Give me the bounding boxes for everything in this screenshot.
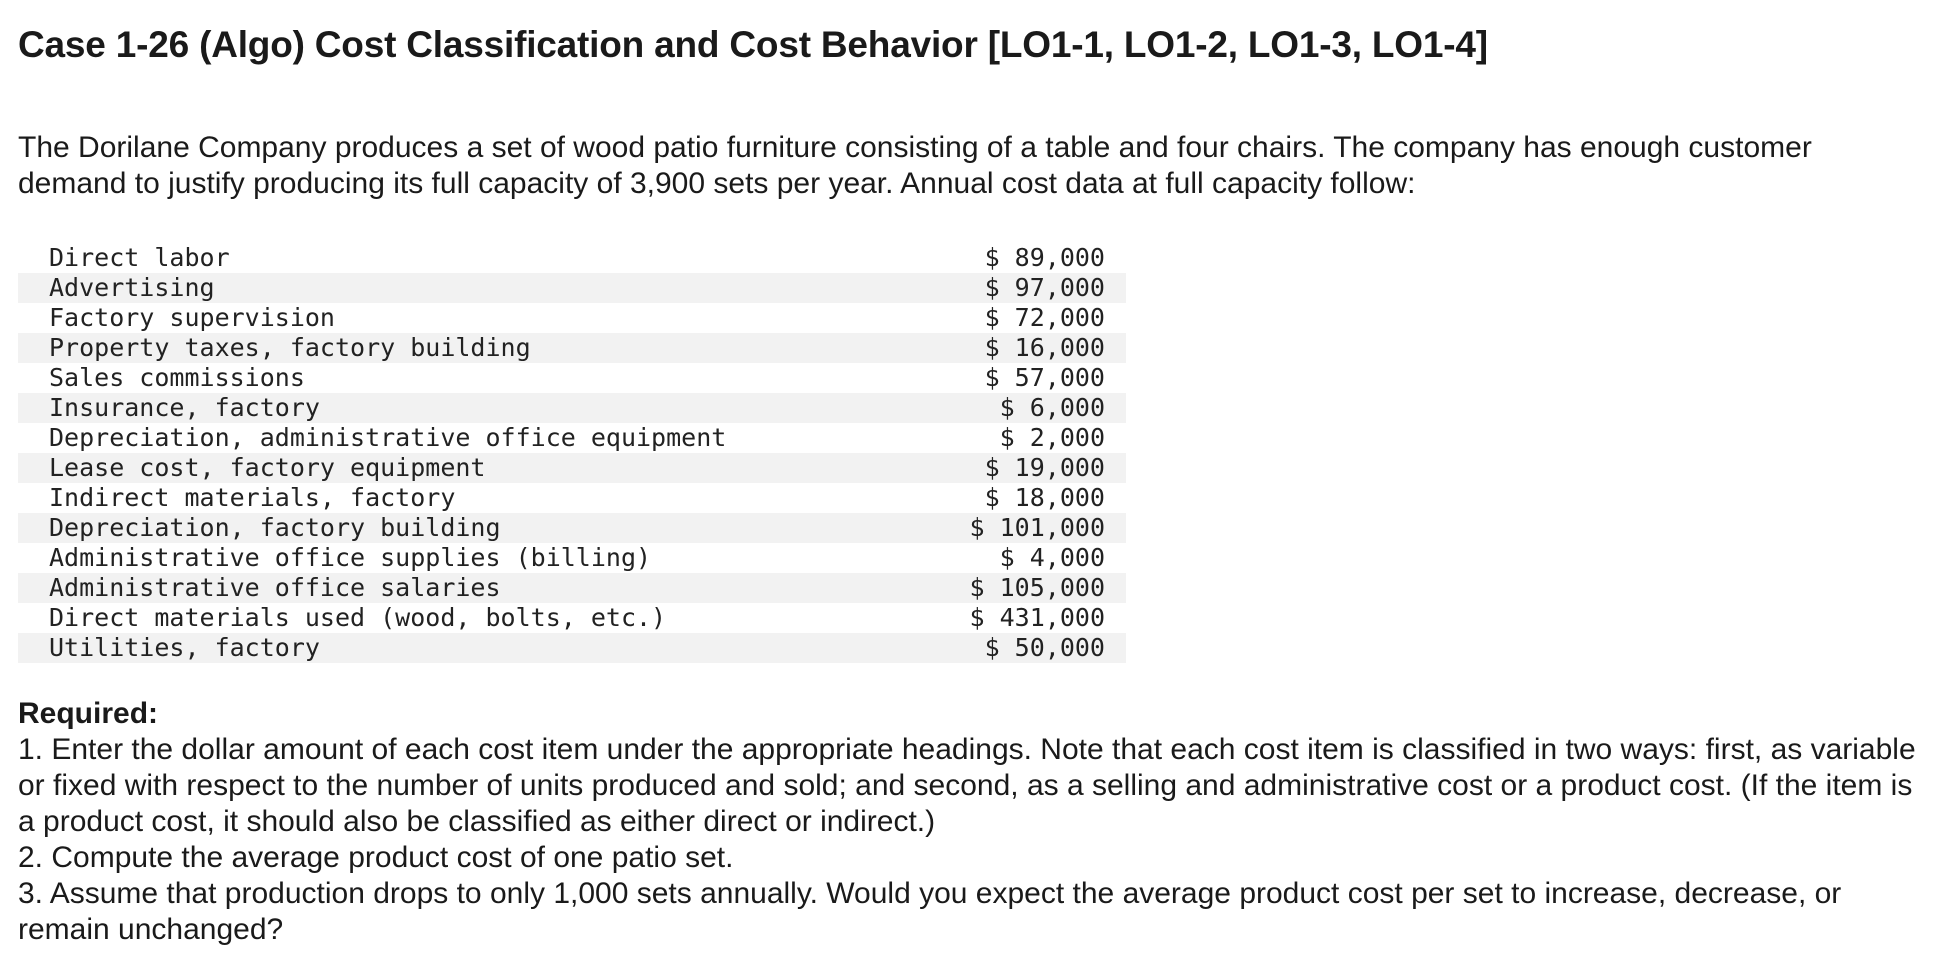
cost-item-label: Utilities, factory — [18, 633, 926, 663]
cost-item-amount: $ 18,000 — [984, 483, 1105, 512]
cost-item-label: Indirect materials, factory — [49, 483, 456, 512]
table-row — [18, 633, 1126, 663]
cost-item-label: Insurance, factory — [18, 393, 926, 423]
cost-data-table — [18, 243, 1126, 663]
cost-item-amount: $ 97,000 — [926, 273, 1126, 303]
cost-item-label: Direct labor — [49, 243, 230, 272]
cost-item-amount: $ 19,000 — [926, 453, 1126, 483]
cost-item-amount: $ 16,000 — [926, 333, 1126, 363]
cost-item-amount: $ 50,000 — [926, 633, 1126, 663]
intro-paragraph: The Dorilane Company produces a set of wood patio furniture consisting of a table and four chairs. The company has enough customer demand to justify producing its full capacity of 3,900 sets per year. Annual cost data at full capacity follow: — [18, 131, 1812, 200]
table-row — [18, 273, 1126, 303]
cost-item-amount: $ 105,000 — [926, 573, 1126, 603]
cost-item-label: Factory supervision — [49, 303, 335, 332]
table-row — [18, 363, 1126, 393]
table-row — [18, 423, 1126, 453]
required-item-1: 1. Enter the dollar amount of each cost item under the appropriate headings. Note that each cost item is classified in two ways: first, as variable or fixed with respect to the number of units produced and sold; and second, as a selling and administrative cost or a product cost. (If the item is a product cost, it should also be classified as either direct or indirect.) — [18, 733, 1916, 838]
required-item-2: 2. Compute the average product cost of one patio set. — [18, 841, 734, 874]
table-row — [18, 243, 1126, 273]
cost-item-label: Property taxes, factory building — [18, 333, 926, 363]
cost-item-amount: $ 57,000 — [984, 363, 1105, 392]
cost-item-label: Lease cost, factory equipment — [18, 453, 926, 483]
table-row — [18, 453, 1126, 483]
cost-item-label: Administrative office salaries — [18, 573, 926, 603]
table-row — [18, 333, 1126, 363]
required-item-3: 3. Assume that production drops to only 1,000 sets annually. Would you expect the average product cost per set to increase, decrease, or remain unchanged? — [18, 877, 1842, 946]
page-title: Case 1-26 (Algo) Cost Classification and Cost Behavior [LO1-1, LO1-2, LO1-3, LO1-4] — [18, 24, 1488, 65]
cost-item-label: Direct materials used (wood, bolts, etc.) — [49, 603, 667, 632]
cost-item-amount: $ 72,000 — [984, 303, 1105, 332]
cost-item-label: Advertising — [18, 273, 926, 303]
required-section — [18, 696, 1918, 948]
cost-item-amount: $ 6,000 — [926, 393, 1126, 423]
required-heading: Required: — [18, 697, 159, 730]
table-row — [18, 483, 1126, 513]
table-row — [18, 393, 1126, 423]
table-row — [18, 513, 1126, 543]
cost-item-label: Sales commissions — [49, 363, 305, 392]
table-row — [18, 543, 1126, 573]
cost-item-label: Administrative office supplies (billing) — [49, 543, 652, 572]
cost-item-amount: $ 431,000 — [969, 603, 1105, 632]
cost-item-amount: $ 4,000 — [999, 543, 1105, 572]
table-row — [18, 603, 1126, 633]
cost-item-amount: $ 89,000 — [984, 243, 1105, 272]
table-row — [18, 573, 1126, 603]
cost-item-label: Depreciation, administrative office equipment — [49, 423, 727, 452]
table-row — [18, 303, 1126, 333]
cost-item-amount: $ 101,000 — [926, 513, 1126, 543]
cost-item-amount: $ 2,000 — [999, 423, 1105, 452]
cost-item-label: Depreciation, factory building — [18, 513, 926, 543]
